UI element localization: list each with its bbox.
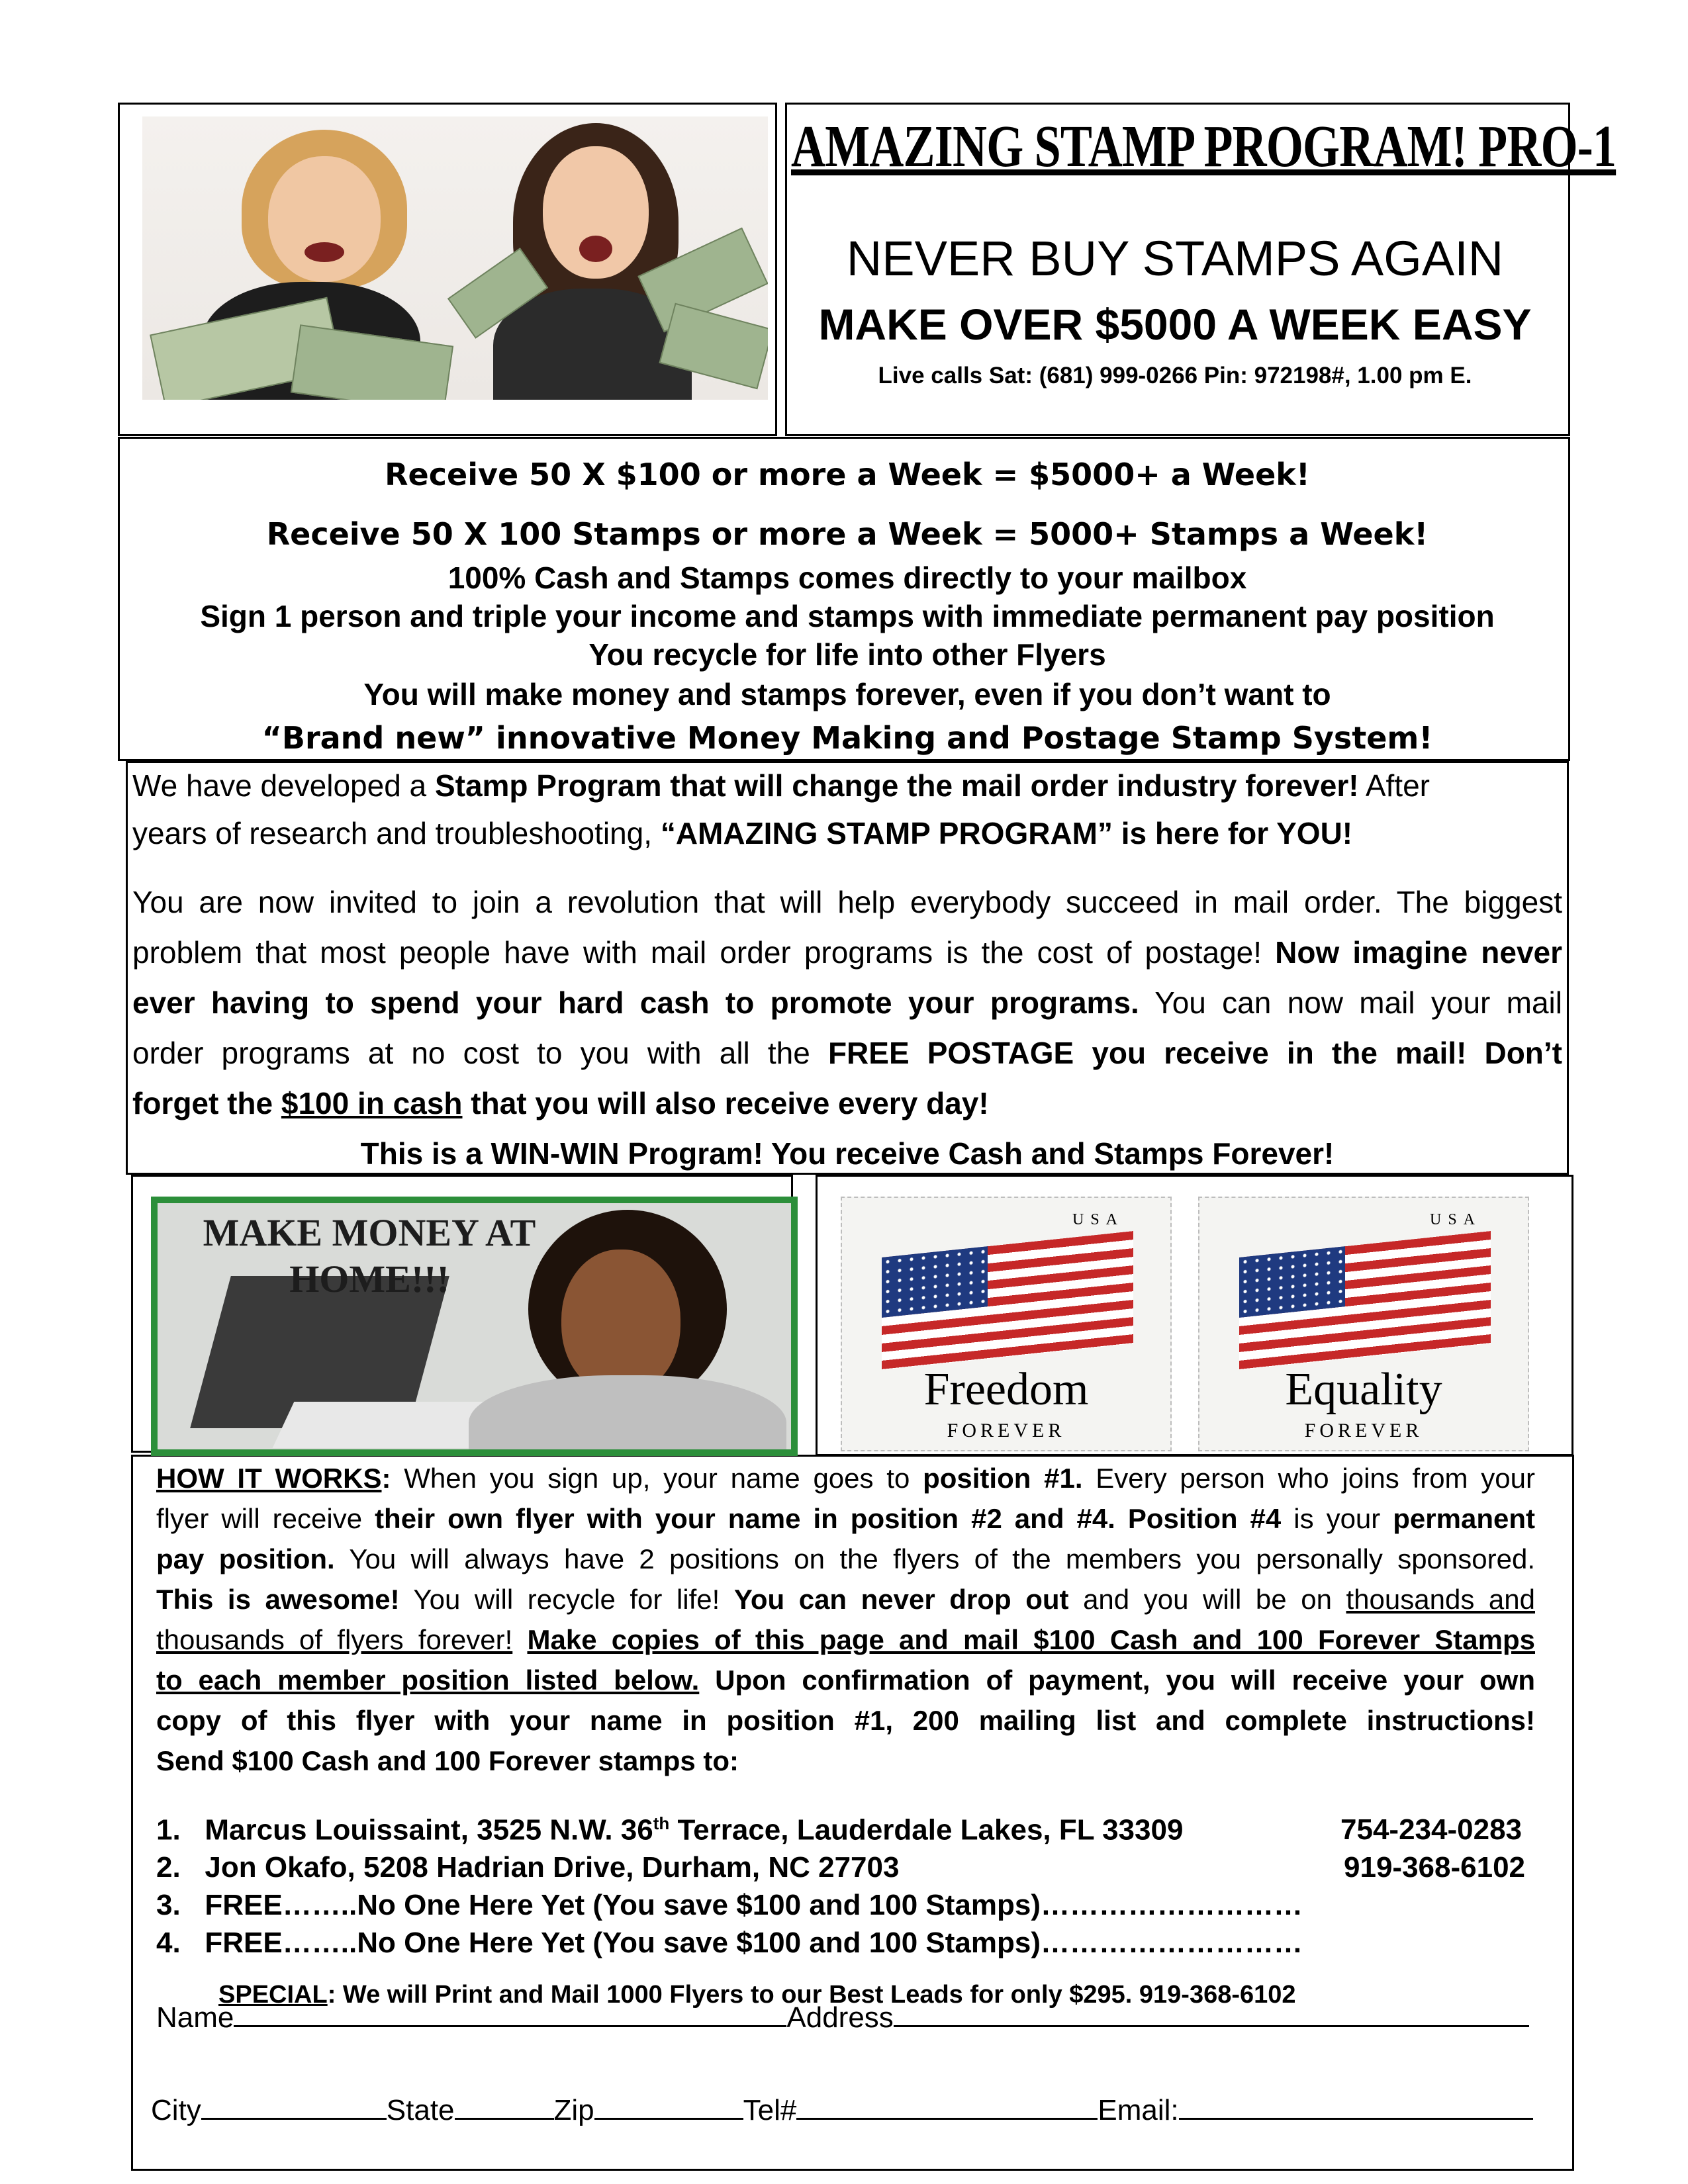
receive-forever-line: You will make money and stamps forever, even if you don’t want to [363,677,1331,711]
woman-right-mouth [579,236,612,262]
dollar-bill [291,324,453,400]
position-text: FREE……..No One Here Yet (You save $100 and 100 Stamps)……………………… [205,1927,1303,1959]
woman-body [469,1375,786,1456]
stamp-equality [1198,1197,1529,1451]
how-underlined: thousands of flyers forever! [156,1624,513,1655]
flag-canton [882,1246,988,1318]
stamp-freedom [841,1197,1172,1451]
how-text [1115,1503,1128,1534]
desc-bold: that you will also receive every day! [462,1086,989,1120]
how-text: You will recycle for life! [399,1584,734,1615]
desc-bold: “AMAZING STAMP PROGRAM” is here for YOU! [660,816,1353,850]
tel-label: Tel# [743,2094,797,2126]
how-text: You will always have 2 positions on the flyers of the members you personally sponsored. [334,1543,1535,1574]
stamp-country: USA [1429,1211,1481,1228]
how-line7: copy of this flyer with your name in position #1, 200 mailing list and complete instructions! [156,1705,1535,1736]
live-calls-info: Live calls Sat: (681) 999-0266 Pin: 972198#, 1.00 pm E. [878,363,1472,388]
woman-face [561,1250,680,1395]
desc-text: You are now invited to join a revolution that will help everybody succeed in mail order. The biggest [132,885,1562,919]
position-4 [156,1927,1303,1960]
how-bold: pay position. [156,1543,335,1574]
address-field[interactable] [894,1999,1529,2027]
position-2 [156,1851,899,1884]
special-label: SPECIAL [218,1981,328,2009]
make-money-at-home-photo [151,1197,798,1456]
position-text: FREE……..No One Here Yet (You save $100 and 100 Stamps)……………………… [205,1889,1303,1921]
how-bold-underlined: to each member position listed below. [156,1664,700,1696]
description-p1-line1 [132,768,1562,803]
how-line8: Send $100 Cash and 100 Forever stamps to: [156,1745,739,1776]
desc-text: You can now mail your mail [1139,985,1562,1020]
woman-left-face [268,156,381,282]
state-field[interactable] [455,2091,554,2120]
headline-make-over: MAKE OVER $5000 A WEEK EASY [818,300,1532,349]
how-text: and you will be on [1068,1584,1346,1615]
how-bold: position #1. [923,1463,1083,1494]
tel-field[interactable] [796,2091,1098,2120]
name-field[interactable] [234,1999,786,2027]
how-text: is your [1281,1503,1393,1534]
zip-field[interactable] [594,2091,743,2120]
receive-recycle-line: You recycle for life into other Flyers [588,637,1106,672]
us-flag-icon [882,1231,1133,1370]
desc-text: years of research and troubleshooting, [132,816,661,850]
how-bold: Upon confirmation of payment, you will receive your own [699,1664,1536,1696]
how-bold: their own flyer with your name in position #2 and #4. [375,1503,1115,1534]
flag-canton [1239,1246,1345,1318]
receive-stamps-line: Receive 50 X 100 Stamps or more a Week = 5000+ Stamps a Week! [266,516,1429,552]
how-bold-underlined: Make copies of this page and mail $100 Cash and 100 Forever Stamps [527,1624,1535,1655]
desc-bold: Now imagine never [1275,935,1563,970]
desc-underlined: $100 in cash [281,1086,463,1120]
receive-mailbox-line: 100% Cash and Stamps comes directly to your mailbox [447,561,1247,595]
how-line2 [156,1503,1535,1535]
position-3 [156,1889,1303,1922]
receive-sign-line: Sign 1 person and triple your income and stamps with immediate permanent pay position [200,599,1495,633]
how-bold: This is awesome! [156,1584,400,1615]
how-underlined: thousands and [1346,1584,1535,1615]
zip-label: Zip [553,2094,594,2126]
receive-brand-new-line: “Brand new” innovative Money Making and Postage Stamp System! [261,720,1433,756]
how-colon: : [381,1463,391,1494]
win-win-line: This is a WIN-WIN Program! You receive Cash and Stamps Forever! [360,1136,1335,1171]
how-text: Every person who joins from your [1082,1463,1536,1494]
desc-text: order programs at no cost to you with all the [132,1036,828,1070]
how-line5 [156,1624,1535,1656]
position-number: 4. [156,1927,181,1959]
description-p1-line2 [132,815,1562,851]
make-money-caption: MAKE MONEY AT HOME!!! [203,1211,536,1300]
how-line3 [156,1543,1535,1575]
description-p2-line1 [132,884,1562,920]
special-text: : We will Print and Mail 1000 Flyers to our Best Leads for only $295. 919-368-6102 [327,1981,1296,2009]
women-with-cash-photo [142,116,768,400]
desc-text: After [1358,768,1430,803]
how-text: flyer will receive [156,1503,375,1534]
how-text: When you sign up, your name goes to [391,1463,923,1494]
position-text: Jon Okafo, 5208 Hadrian Drive, Durham, NC 27703 [205,1851,900,1884]
description-p2-line3 [132,985,1562,1021]
form-name-row [156,1999,1529,2034]
us-flag-icon [1239,1231,1491,1370]
description-p2-line4 [132,1035,1562,1071]
position-number: 3. [156,1889,181,1921]
position-text: Marcus Louissaint, 3525 N.W. 36 [205,1813,653,1846]
address-label: Address [786,2001,894,2034]
position-1 [156,1813,1183,1847]
city-field[interactable] [201,2091,387,2120]
position-number: 1. [156,1813,181,1846]
stamp-forever-label: FOREVER [1304,1420,1423,1441]
position-sup: th [653,1813,670,1833]
state-label: State [386,2094,455,2126]
how-line4 [156,1584,1535,1615]
how-it-works-heading: HOW IT WORKS [156,1463,382,1494]
position-text: Terrace, Lauderdale Lakes, FL 33309 [669,1813,1184,1846]
position-2-phone: 919-368-6102 [1344,1851,1526,1884]
forever-stamps-photo [841,1197,1539,1451]
position-1-phone: 754-234-0283 [1340,1813,1523,1846]
desc-bold: ever having to spend your hard cash to promote your programs. [132,985,1139,1020]
desc-text: problem that most people have with mail order programs is the cost of postage! [132,935,1276,970]
desc-bold: Stamp Program that will change the mail order industry forever! [434,768,1359,803]
how-line1 [156,1463,1535,1494]
stamp-word: Freedom [923,1364,1089,1415]
how-bold: Position #4 [1127,1503,1282,1534]
position-number: 2. [156,1851,181,1884]
name-label: Name [156,2001,234,2034]
description-p2-line5 [132,1085,1562,1121]
how-bold: You can never drop out [733,1584,1069,1615]
form-contact-row [151,2091,1533,2127]
city-label: City [151,2094,201,2126]
stamp-forever-label: FOREVER [947,1420,1066,1441]
desc-bold: forget the [132,1086,281,1120]
how-line6 [156,1664,1535,1696]
headline-never-buy: NEVER BUY STAMPS AGAIN [846,231,1504,286]
how-bold: permanent [1393,1503,1535,1534]
page-title: AMAZING STAMP PROGRAM! PRO-1 [791,114,1617,179]
email-label: Email: [1098,2094,1179,2126]
stamp-country: USA [1072,1211,1124,1228]
desc-bold: FREE POSTAGE you receive in the mail! Don’t [827,1036,1563,1070]
description-p2-line2 [132,934,1562,970]
stamp-word: Equality [1285,1364,1442,1415]
receive-cash-line: Receive 50 X $100 or more a Week = $5000+ a Week! [385,457,1310,492]
woman-left-mouth [305,242,344,262]
desc-text: We have developed a [132,768,435,803]
email-field[interactable] [1179,2091,1533,2120]
how-text [512,1624,527,1655]
